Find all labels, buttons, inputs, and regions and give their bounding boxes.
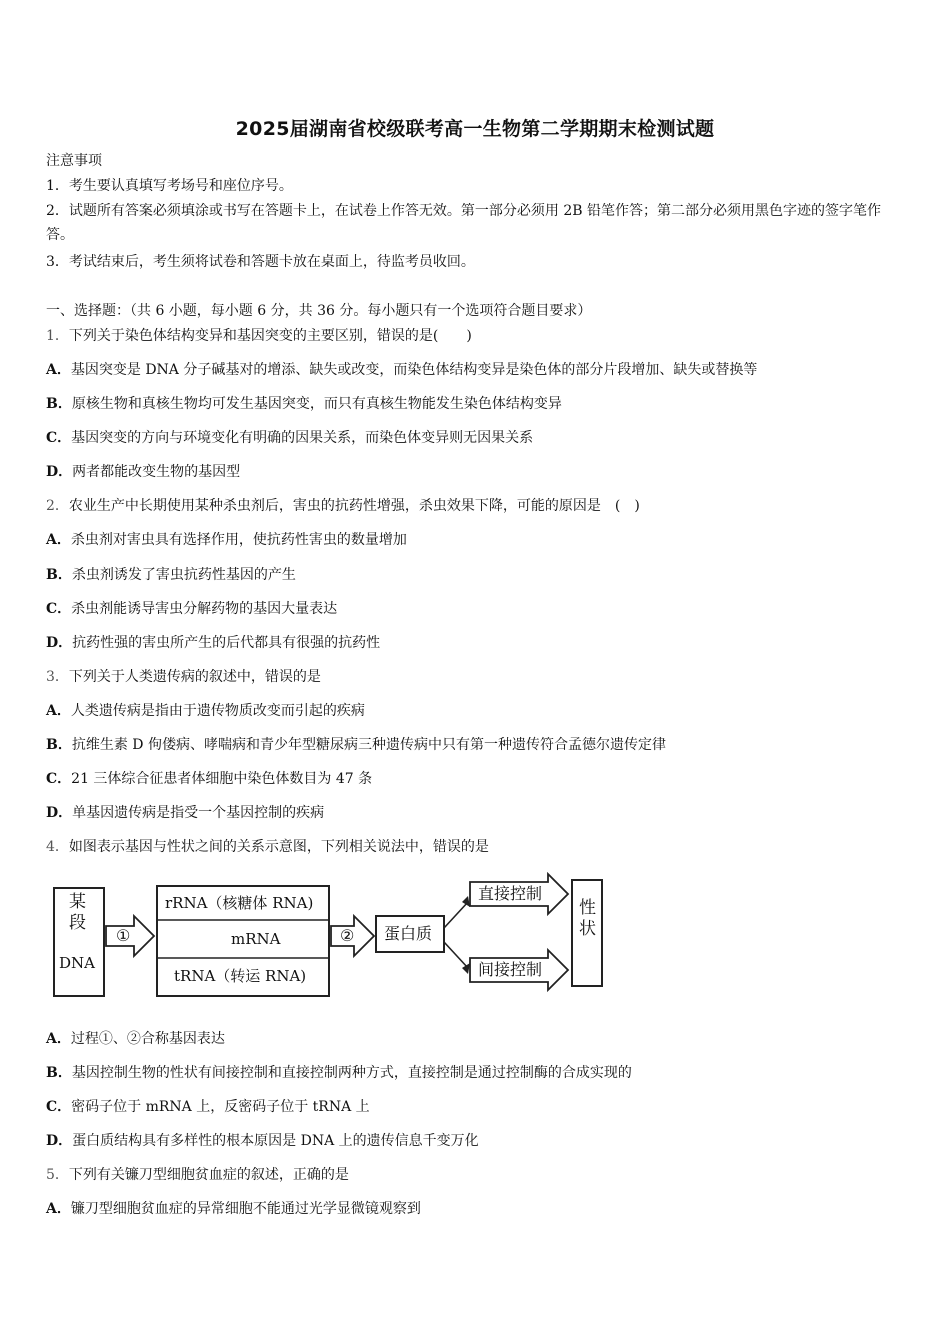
question-text: 农业生产中长期使用某种杀虫剂后，害虫的抗药性增强，杀虫效果下降，可能的原因是 ( ) — [68, 498, 640, 514]
option-letter: A． — [46, 532, 71, 548]
option-text: 原核生物和真核生物均可发生基因突变，而只有真核生物能发生染色体结构变异 — [71, 396, 562, 412]
indirect-control-label: 间接控制 — [478, 960, 543, 979]
option-text: 基因突变是 DNA 分子碱基对的增添、缺失或改变，而染色体结构变异是染色体的部分片段增加、缺失或替换等 — [70, 362, 758, 378]
notice-heading: 注意事项 — [46, 153, 102, 169]
option-letter: B． — [46, 737, 72, 753]
branch-arrowhead — [462, 896, 470, 907]
option-text: 基因控制生物的性状有间接控制和直接控制两种方式，直接控制是通过控制酶的合成实现的 — [71, 1065, 632, 1081]
question-stem — [46, 1166, 349, 1184]
option-text: 抗药性强的害虫所产生的后代都具有很强的抗药性 — [72, 635, 381, 651]
option-text: 密码子位于 mRNA 上，反密码子位于 tRNA 上 — [71, 1099, 370, 1115]
dna-label: DNA — [59, 954, 95, 972]
dna-box-label: 某段 — [65, 892, 85, 934]
option-letter: C． — [46, 601, 72, 617]
option — [46, 1098, 370, 1116]
option-letter: B． — [46, 567, 72, 583]
notice-item: 3．考试结束后，考生须将试卷和答题卡放在桌面上，待监考员收回。 — [46, 254, 475, 270]
option — [46, 702, 365, 720]
question-stem — [46, 838, 489, 856]
option-letter: A． — [46, 1201, 71, 1217]
option-text: 镰刀型细胞贫血症的异常细胞不能通过光学显微镜观察到 — [70, 1201, 421, 1217]
option — [46, 770, 372, 788]
option — [46, 395, 562, 413]
question-stem — [46, 327, 472, 345]
option-text: 基因突变的方向与环境变化有明确的因果关系，而染色体变异则无因果关系 — [71, 430, 534, 446]
question-stem — [46, 668, 321, 686]
option — [46, 463, 240, 481]
branch-line-down — [444, 942, 468, 968]
question-number: 3． — [46, 669, 69, 685]
question-text: 如图表示基因与性状之间的关系示意图，下列相关说法中，错误的是 — [68, 839, 489, 855]
option-text: 两者都能改变生物的基因型 — [72, 464, 241, 480]
option-letter: D． — [46, 635, 73, 651]
option-letter: A． — [46, 362, 71, 378]
option-text: 单基因遗传病是指受一个基因控制的疾病 — [72, 805, 325, 821]
step2-label: ② — [340, 926, 355, 945]
question-number: 1． — [46, 328, 69, 344]
question-stem — [46, 497, 640, 515]
option-text: 杀虫剂诱发了害虫抗药性基因的产生 — [71, 567, 296, 583]
option — [46, 1064, 632, 1082]
option — [46, 600, 337, 618]
option — [46, 429, 533, 447]
option — [46, 1200, 421, 1218]
option — [46, 531, 407, 549]
question-number: 4． — [46, 839, 69, 855]
option-text: 21 三体综合征患者体细胞中染色体数目为 47 条 — [71, 771, 373, 787]
option-letter: D． — [46, 805, 73, 821]
question-number: 5． — [46, 1167, 69, 1183]
rrna-label: rRNA（核糖体 RNA) — [165, 894, 314, 912]
option-letter: C． — [46, 430, 72, 446]
mrna-label: mRNA — [231, 930, 281, 948]
option-letter: D． — [46, 1133, 73, 1149]
option — [46, 804, 324, 822]
option-letter: A． — [46, 703, 71, 719]
option — [46, 1030, 225, 1048]
option-letter: C． — [46, 1099, 72, 1115]
section-heading: 一、选择题：（共 6 小题，每小题 6 分，共 36 分。每小题只有一个选项符合题目要求） — [46, 303, 592, 319]
option — [46, 566, 296, 584]
option-letter: B． — [46, 396, 72, 412]
option-letter: B． — [46, 1065, 72, 1081]
option-text: 抗维生素 D 佝偻病、哮喘病和青少年型糖尿病三种遗传病中只有第一种遗传符合孟德尔遗传定律 — [71, 737, 666, 753]
option-text: 杀虫剂对害虫具有选择作用，使抗药性害虫的数量增加 — [70, 532, 407, 548]
option — [46, 634, 380, 652]
question-number: 2． — [46, 498, 69, 514]
option-text: 过程①、②合称基因表达 — [70, 1031, 225, 1047]
option-letter: C． — [46, 771, 72, 787]
protein-label: 蛋白质 — [384, 924, 433, 943]
question-text: 下列有关镰刀型细胞贫血症的叙述，正确的是 — [68, 1167, 349, 1183]
option-text: 人类遗传病是指由于遗传物质改变而引起的疾病 — [70, 703, 365, 719]
branch-line-up — [444, 902, 468, 928]
direct-control-label: 直接控制 — [478, 884, 543, 903]
option-letter: A． — [46, 1031, 71, 1047]
option-text: 蛋白质结构具有多样性的根本原因是 DNA 上的遗传信息千变万化 — [72, 1133, 479, 1149]
option-text: 杀虫剂能诱导害虫分解药物的基因大量表达 — [71, 601, 338, 617]
step1-label: ① — [116, 926, 131, 945]
option — [46, 736, 666, 754]
notice-item: 2．试题所有答案必须填涂或书写在答题卡上，在试卷上作答无效。第一部分必须用 2B 铅笔作答；第二部分必须用黑色字迹的签字笔作答。 — [46, 203, 881, 243]
gene-trait-diagram — [50, 872, 610, 1004]
page-title: 2025届湖南省校级联考高一生物第二学期期末检测试题 — [235, 118, 715, 140]
trait-label: 性状 — [575, 898, 595, 940]
question-text: 下列关于人类遗传病的叙述中，错误的是 — [68, 669, 321, 685]
option — [46, 1132, 479, 1150]
notice-item: 1．考生要认真填写考场号和座位序号。 — [46, 178, 293, 194]
branch-arrowhead — [462, 963, 470, 974]
option — [46, 361, 757, 379]
question-text: 下列关于染色体结构变异和基因突变的主要区别，错误的是( ) — [68, 328, 472, 344]
trna-label: tRNA（转运 RNA) — [174, 967, 307, 985]
option-letter: D． — [46, 464, 73, 480]
